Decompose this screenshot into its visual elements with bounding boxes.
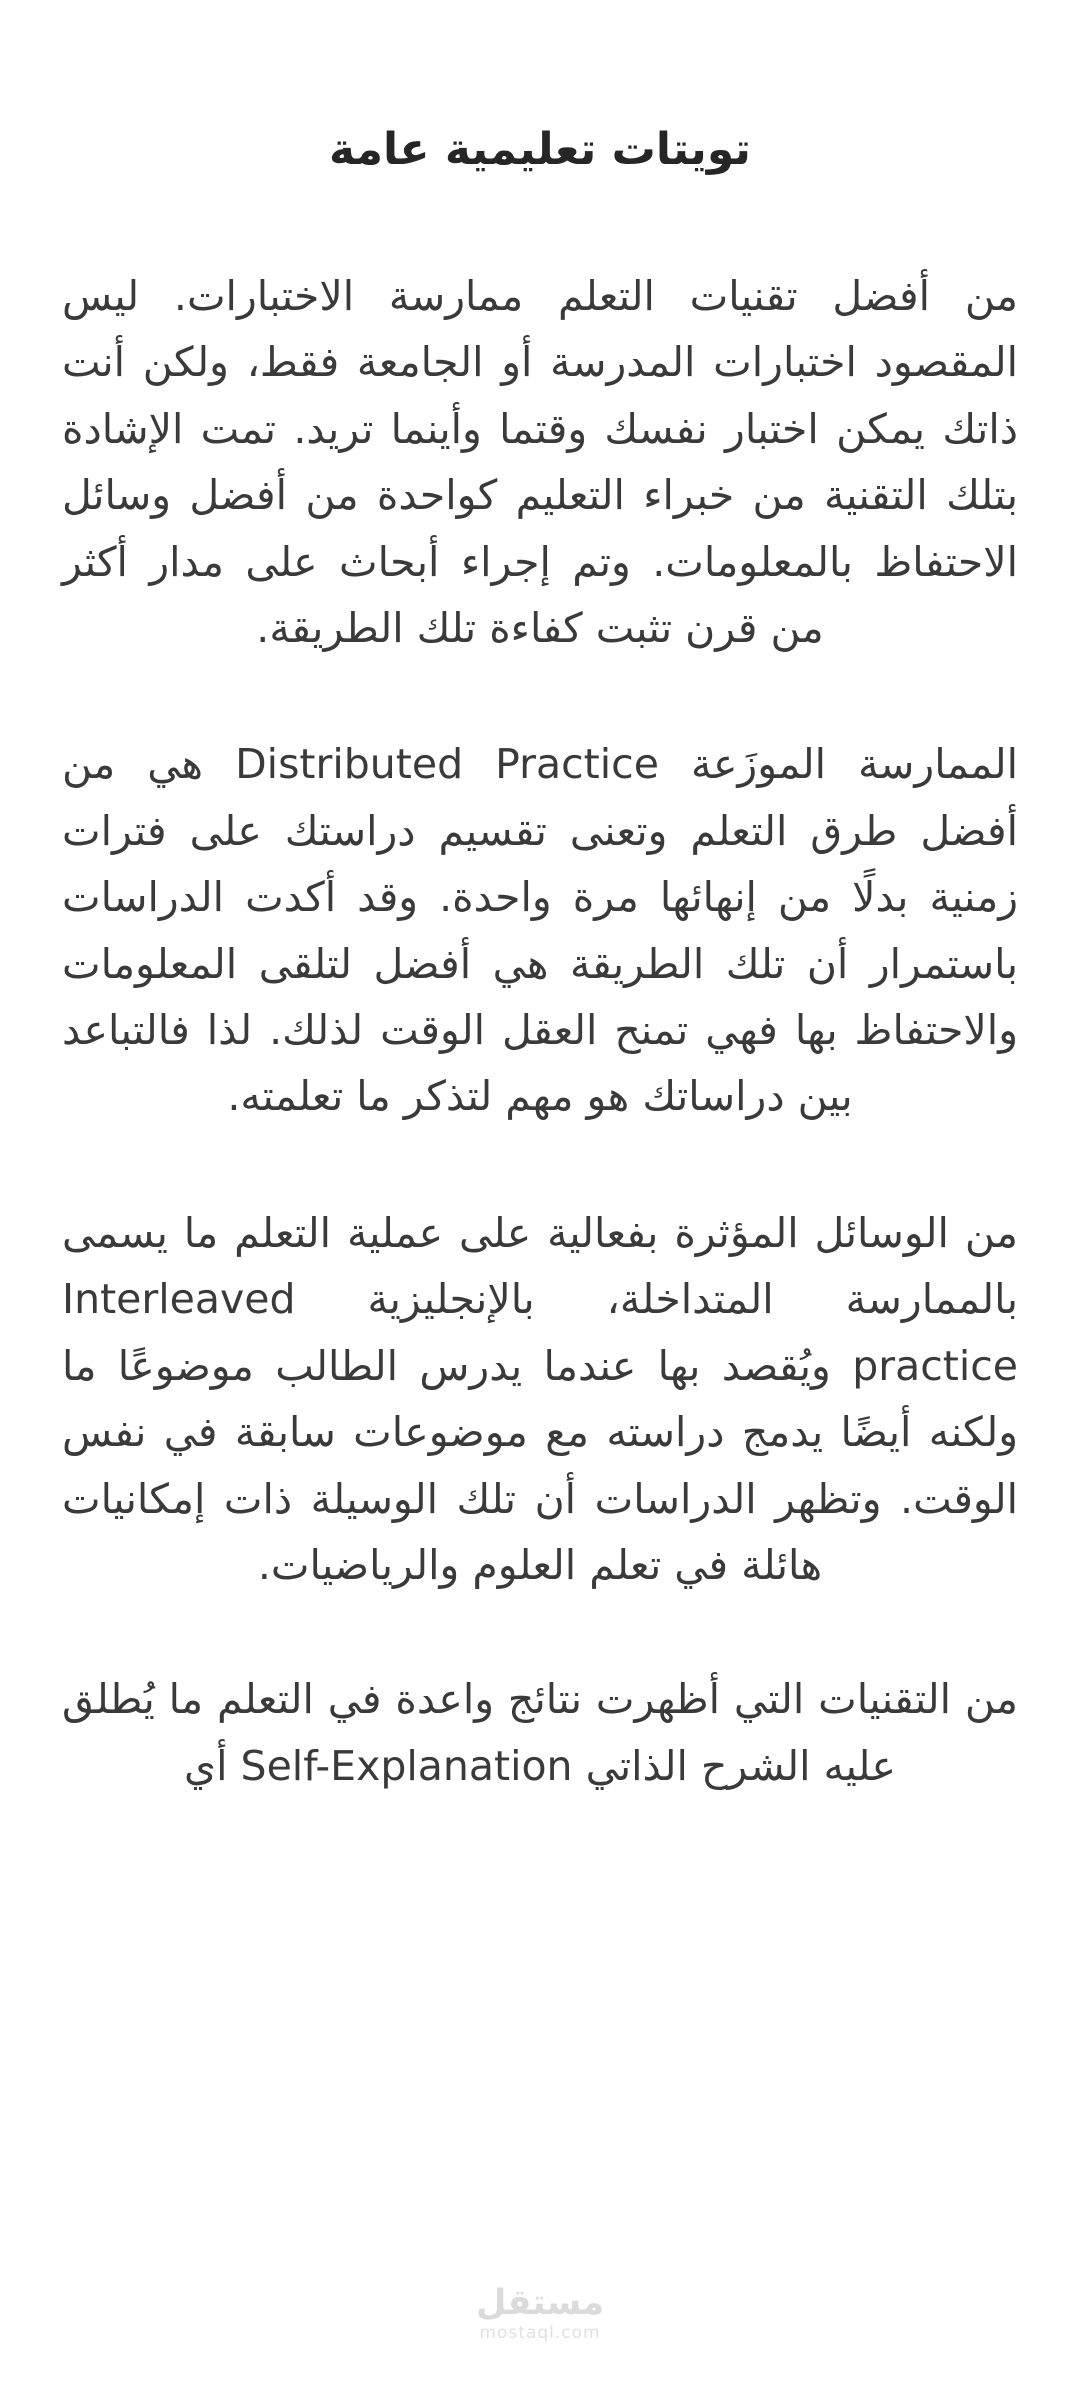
paragraph-interleaved-practice: من الوسائل المؤثرة بفعالية على عملية التعلم ما يسمى بالممارسة المتداخلة، بالإنجليزية Interleaved practice ويُقصد بها عندما يدرس الطالب موضوعًا ما ولكنه أيضًا يدمج دراسته مع موضوعات سابقة في نفس الوقت. وتظهر الدراسات أن تلك الوسيلة ذات إمكانيات هائلة في تعلم العلوم والرياضيات. [62, 1208, 1018, 1589]
watermark-domain: mostaql.com [479, 2323, 601, 2343]
paragraph-testing-practice: من أفضل تقنيات التعلم ممارسة الاختبارات. ليس المقصود اختبارات المدرسة أو الجامعة فقط، ولكن أنت ذاتك يمكن اختبار نفسك وقتما وأينما تريد. تمت الإشادة بتلك التقنية من خبراء التعليم كواحدة من أفضل وسائل الاحتفاظ بالمعلومات. وتم إجراء أبحاث على مدار أكثر من قرن تثبت كفاءة تلك الطريقة. [62, 272, 1018, 653]
watermark [475, 2283, 605, 2343]
paragraph-distributed-practice: الممارسة الموزَعة Distributed Practice هي من أفضل طرق التعلم وتعنى تقسيم دراستك على فترات زمنية بدلًا من إنهائها مرة واحدة. وقد أكدت الدراسات باستمرار أن تلك الطريقة هي أفضل لتلقى المعلومات والاحتفاظ بها فهي تمنح العقل الوقت لذلك. لذا فالتباعد بين دراساتك هو مهم لتذكر ما تعلمته. [62, 740, 1018, 1121]
watermark-brand: مستقل [475, 2283, 605, 2323]
paragraph-self-explanation: من التقنيات التي أظهرت نتائج واعدة في التعلم ما يُطلق عليه الشرح الذاتي Self-Explanation أي [62, 1675, 1018, 1790]
page-title: تويتات تعليمية عامة [329, 124, 751, 175]
